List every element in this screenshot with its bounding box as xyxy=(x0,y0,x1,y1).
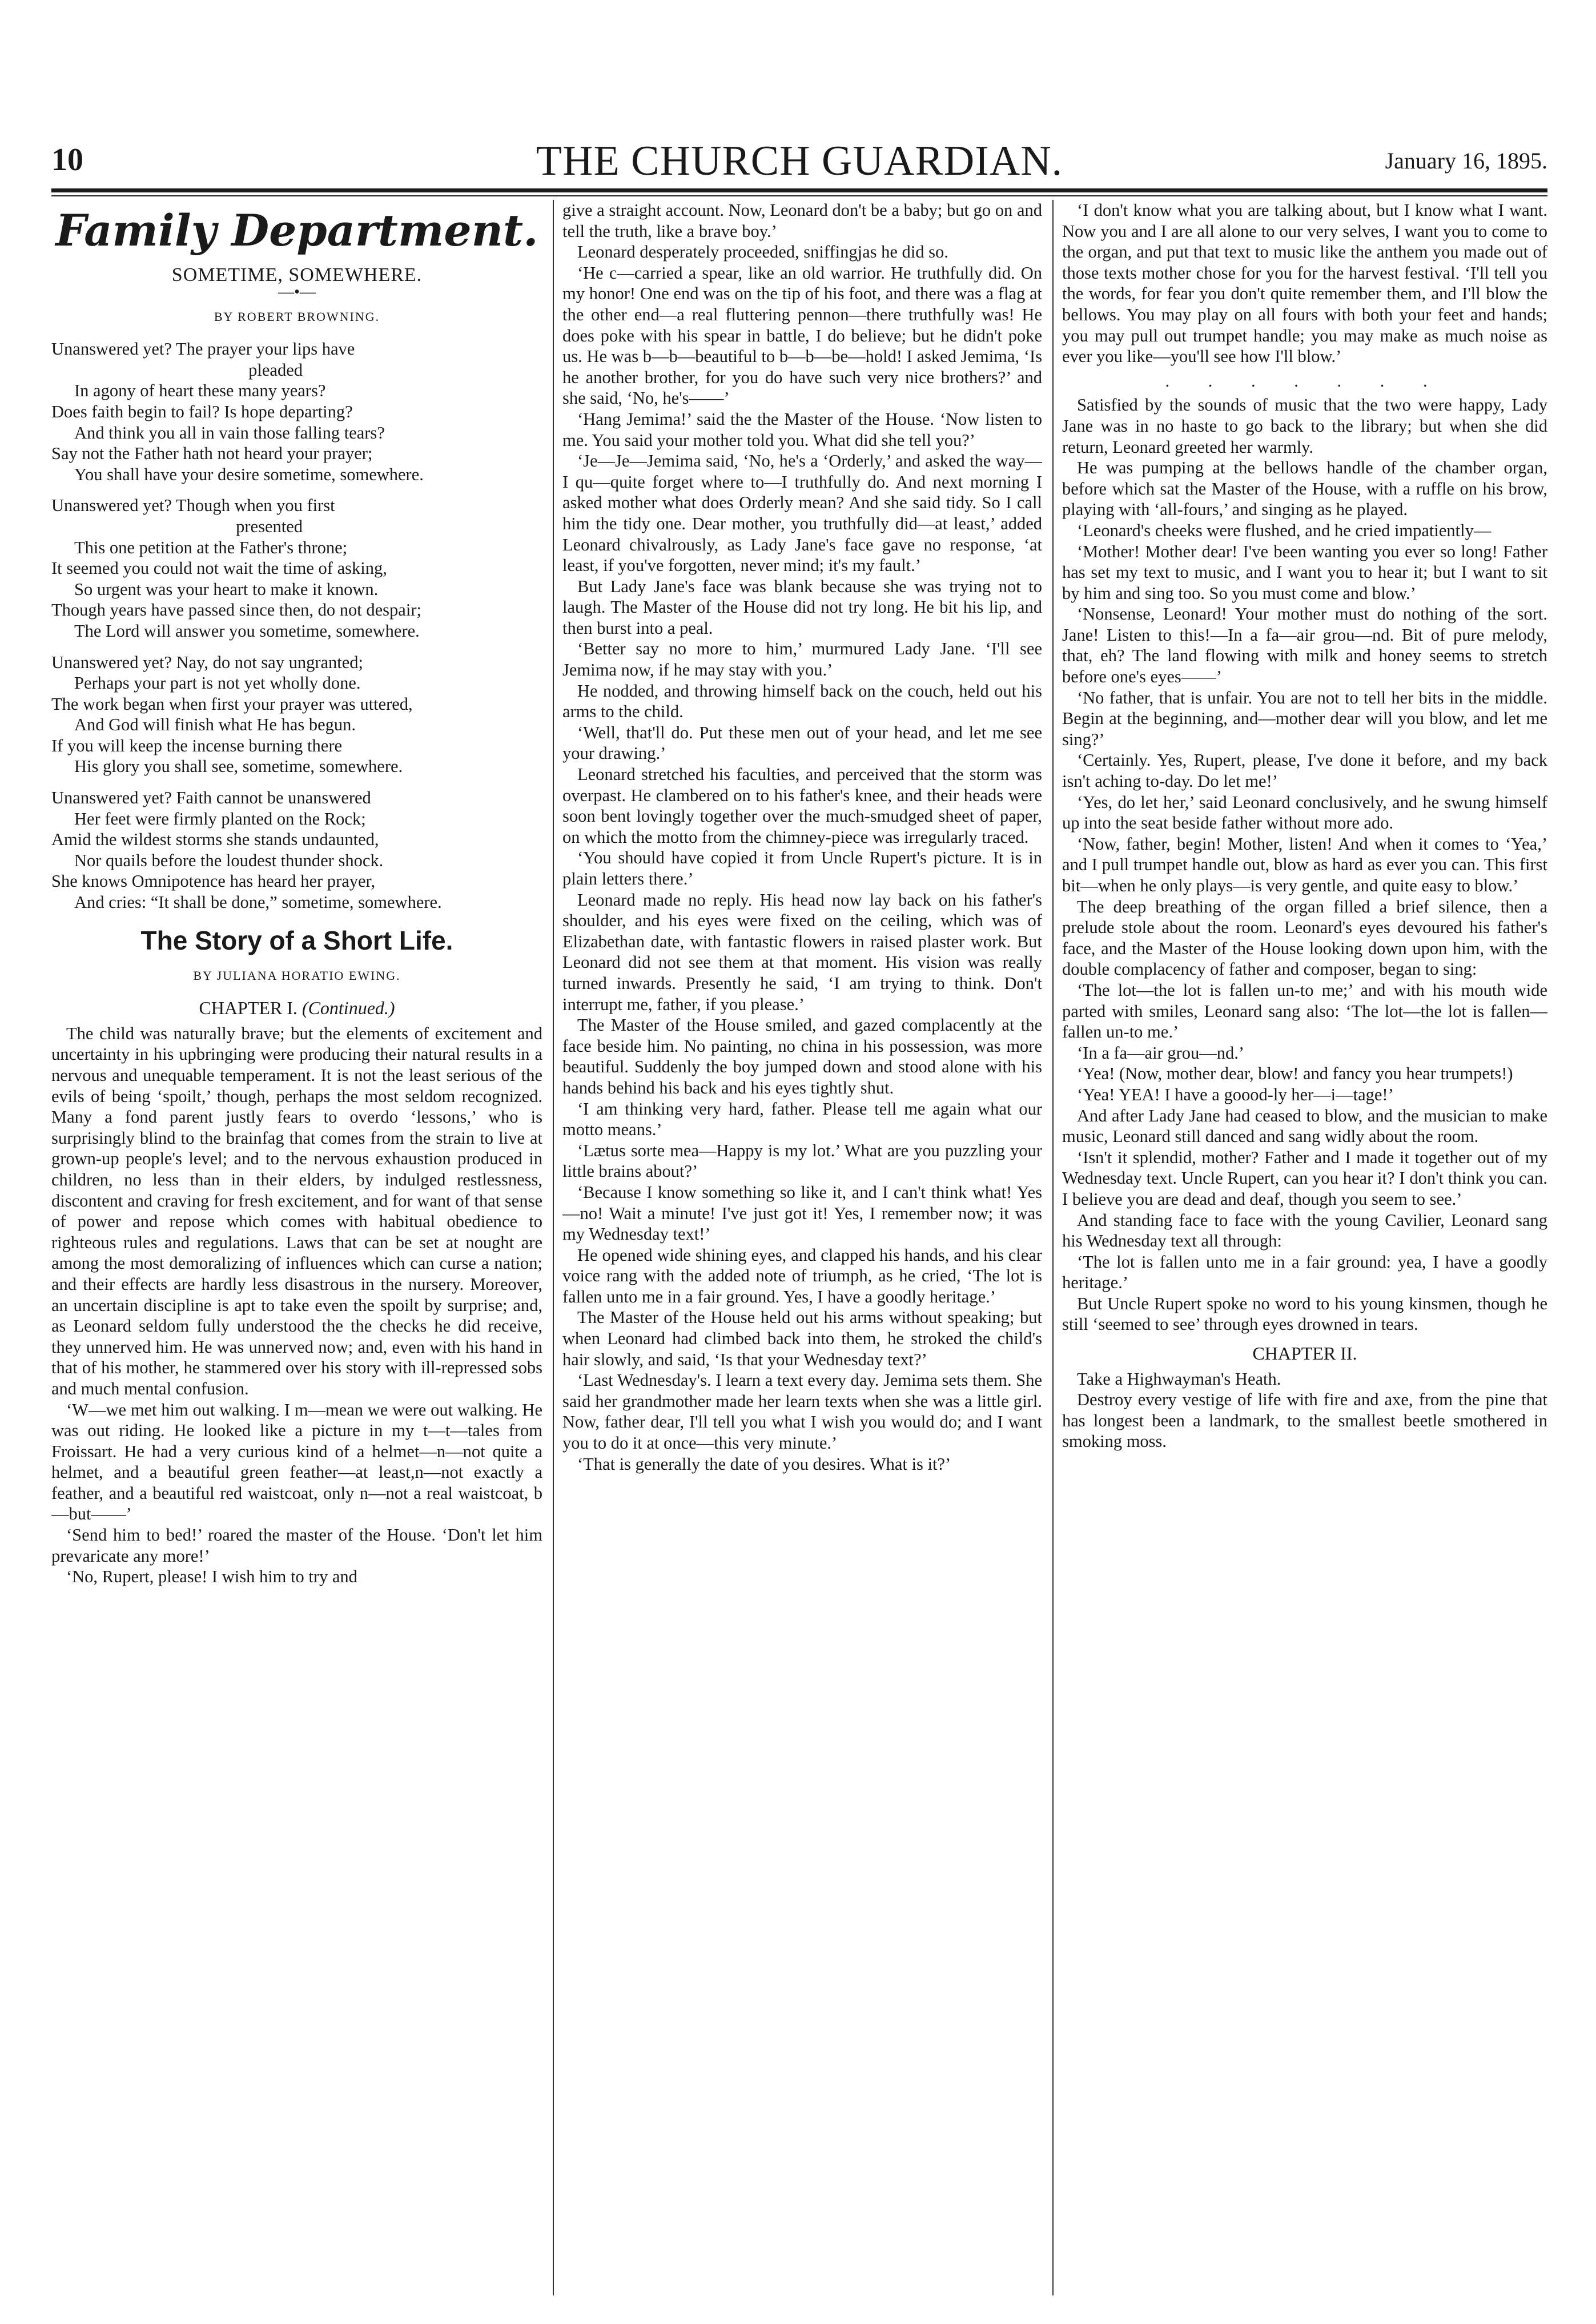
poem-line: Does faith begin to fail? Is hope departing? xyxy=(51,401,353,421)
paragraph: ‘Send him to bed!’ roared the master of the House. ‘Don't let him prevaricate any more!’ xyxy=(51,1525,542,1566)
chapter-note: (Continued.) xyxy=(301,998,395,1019)
paragraph: Satisfied by the sounds of music that the two were happy, Lady Jane was in no haste to go back to the library; but when she did return, Leonard greeted her warmly. xyxy=(1062,395,1547,457)
header-rule xyxy=(51,188,1547,192)
column-2 xyxy=(562,200,1042,2295)
paragraph: The child was naturally brave; but the elements of excitement and uncertainty in his upbringing were producing their natural results in a nervous and unequable temperament. It is not the least serious of the evils of being ‘spoilt,’ though, perhaps the most seldom recognized. Many a fond parent justly fears to overdo ‘lessons,’ who is surprisingly blind to the brainfag that comes from the strain to live at grown-up people's level; and to the nervous exhaustion produced in children, no less than in their elders, by indulged restlessness, discontent and craving for fresh excitement, and for want of that sense of power and repose which comes with habitual obedience to righteous rules and regulations. Laws that can be set at nought are among the most demoralizing of influences which can curse a nation; and their effects are hardly less disastrous in the nursery. Moreover, an uncertain discipline is apt to take even the spoilt by surprise; and, as Leonard seldom fully understood the the checks he did receive, they unnerved him. He was unnerved now; and, even with his hand in that of his mother, he stammered over his story with ill-repressed sobs and much mental confusion. xyxy=(51,1023,542,1398)
poem-line: It seemed you could not wait the time of asking, xyxy=(51,558,387,578)
paragraph: Leonard made no reply. His head now lay back on his father's shoulder, and his eyes were fixed on the ceiling, which was of Elizabethan date, with fantastic flowers in raised plaster work. But Leonard did not see them at that moment. His vision was really turned inwards. Presently he said, ‘I am trying to think. Don't interrupt me, father, if you please.’ xyxy=(562,890,1042,1014)
poem-line: Unanswered yet? Nay, do not say ungranted; xyxy=(51,652,364,672)
poem-line: And think you all in vain those falling tears? xyxy=(74,423,385,443)
chapter-heading: CHAPTER II. xyxy=(1252,1343,1357,1364)
paragraph: ‘That is generally the date of you desires. What is it?’ xyxy=(577,1454,951,1474)
poem-line: Though years have passed since then, do not despair; xyxy=(51,600,421,620)
poem-line: So urgent was your heart to make it known. xyxy=(74,579,379,599)
paragraph: ‘You should have copied it from Uncle Rupert's picture. It is in plain letters there.’ xyxy=(562,848,1042,888)
paragraph: The deep breathing of the organ filled a brief silence, then a prelude stole about the room. Leonard's eyes devoured his father's face, and the Master of the House looking down upon him, with the double complacency of father and composer, began to sing: xyxy=(1062,896,1547,979)
poem-body xyxy=(51,339,542,912)
poem-author: BY ROBERT BROWNING. xyxy=(214,309,380,324)
poem-line: If you will keep the incense burning there xyxy=(51,735,343,755)
section-break: . . . . . . . xyxy=(1165,371,1445,391)
story-body-continued xyxy=(562,200,1042,1474)
poem-line: Her feet were firmly planted on the Rock; xyxy=(74,809,366,829)
story-body-continued xyxy=(1062,395,1547,1335)
poem-title: SOMETIME, SOMEWHERE. xyxy=(171,264,423,286)
poem-line: In agony of heart these many years? xyxy=(74,381,326,401)
paragraph: give a straight account. Now, Leonard don't be a baby; but go on and tell the truth, like a brave boy.’ xyxy=(562,200,1042,241)
paragraph: ‘W—we met him out walking. I m—mean we were out walking. He was out riding. He looked like a picture in my t—t—tales from Froissart. He had a very curious kind of a helmet—n—not quite a helmet, and a beautiful green feather—at least,n—not exactly a feather, and a beautiful red waistcoat, only n—not a real waistcoat, b—but——’ xyxy=(51,1400,542,1524)
poem-line: His glory you shall see, sometime, somewhere. xyxy=(74,757,403,777)
story-body-continued xyxy=(1062,200,1547,367)
paragraph: ‘In a fa—air grou—nd.’ xyxy=(1077,1043,1245,1063)
paragraph: ‘The lot—the lot is fallen un-to me;’ and with his mouth wide parted with smiles, Leonard sang also: ‘The lot—the lot is fallen—fallen un-to me.’ xyxy=(1062,980,1547,1042)
story-body-continued xyxy=(1062,1369,1547,1452)
poem-line: The Lord will answer you sometime, somewhere. xyxy=(74,621,420,641)
paragraph: ‘Hang Jemima!’ said the the Master of the House. ‘Now listen to me. You said your mother told you. What did she tell you?’ xyxy=(562,409,1042,450)
divider: —•— xyxy=(278,283,316,301)
paragraph: ‘He c—carried a spear, like an old warrior. He truthfully did. On my honor! One end was on the tip of his foot, and there was a flag at the other end—a real fluttering pennon—there truthfully was! He does poke with his spear in battle, I do believe; but he didn't poke us. He was b—b—beautiful to b—b—be—hold! I asked Jemima, ‘Is he another brother, for you do have such very nice brothers?’ and she said, ‘No, he's——’ xyxy=(562,263,1042,408)
issue-date: January 16, 1895. xyxy=(1385,148,1547,174)
column-divider xyxy=(553,200,554,2295)
paragraph: ‘No father, that is unfair. You are not to tell her bits in the middle. Begin at the beginning, and—mother dear will you blow, and let me sing?’ xyxy=(1062,687,1547,749)
paragraph: ‘Je—Je—Jemima said, ‘No, he's a ‘Orderly,’ and asked the way—I qu—quite forget where to—I truthfully do. And next morning I asked mother what does Orderly mean? And she said tidy. So I call him the tidy one. Dear mother, you truthfully did—at least,’ added Leonard chivalrously, as Lady Jane's face gave no response, ‘at least, if you've forgotten, never mind; it's my fault.’ xyxy=(562,451,1042,576)
paragraph: But Lady Jane's face was blank because she was trying not to laugh. The Master of the House did not try long. He bit his lip, and then burst into a peal. xyxy=(562,576,1042,638)
paragraph: ‘Now, father, begin! Mother, listen! And when it comes to ‘Yea,’ and I pull trumpet handle out, blow as hard as ever you can. This first bit—when he only plays—is very gentle, and quite easy to blow.’ xyxy=(1062,834,1547,895)
column-3 xyxy=(1062,200,1547,2295)
paragraph: The Master of the House smiled, and gazed complacently at the face beside him. No painting, no china in his possession, was more beautiful. Suddenly the boy jumped down and stood alone with his hands behind his back and his eyes tightly shut. xyxy=(562,1015,1042,1097)
poem-line: Unanswered yet? Though when you first xyxy=(51,496,335,516)
paragraph: ‘Isn't it splendid, mother? Father and I made it together out of my Wednesday text. Uncle Rupert, can you hear it? I don't think you can. I believe you are dead and deaf, though you seem to see.’ xyxy=(1062,1147,1547,1209)
poem-line: She knows Omnipotence has heard her prayer, xyxy=(51,871,376,891)
poem-stanza xyxy=(51,652,542,778)
poem-line: This one petition at the Father's throne; xyxy=(74,537,348,557)
story-title: The Story of a Short Life. xyxy=(140,925,453,955)
story-body xyxy=(51,1023,542,1587)
department-heading: Family Department. xyxy=(55,205,538,256)
paragraph: ‘The lot is fallen unto me in a fair ground: yea, I have a goodly heritage.’ xyxy=(1062,1252,1547,1293)
poem-line: Unanswered yet? Faith cannot be unanswered xyxy=(51,788,371,808)
story-author: BY JULIANA HORATIO EWING. xyxy=(193,968,401,983)
poem-stanza xyxy=(51,339,542,485)
paragraph: Take a Highwayman's Heath. xyxy=(1077,1369,1281,1389)
page-header xyxy=(51,137,1547,183)
paragraph: ‘Yea! YEA! I have a goood-ly her—i—tage!’ xyxy=(1077,1084,1394,1104)
poem-line: Nor quails before the loudest thunder shock. xyxy=(74,850,384,870)
paragraph: He was pumping at the bellows handle of the chamber organ, before which sat the Master of the House, with a ruffle on his brow, playing with ‘all-fours,’ and singing as he played. xyxy=(1062,458,1547,520)
paragraph: ‘Mother! Mother dear! I've been wanting you ever so long! Father has set my text to music, and I want you to hear it; but I want to sit by him and sing too. So you must come and blow.’ xyxy=(1062,541,1547,603)
poem-line: The work began when first your prayer was uttered, xyxy=(51,694,413,714)
paragraph: He opened wide shining eyes, and clapped his hands, and his clear voice rang with the added note of triumph, as he cried, ‘The lot is fallen unto me in a fair ground. Yes, I have a goodly heritage.’ xyxy=(562,1245,1042,1306)
paragraph: The Master of the House held out his arms without speaking; but when Leonard had climbed back into them, he stroked the child's hair slowly, and said, ‘Is that your Wednesday text?’ xyxy=(562,1308,1042,1369)
paragraph: Leonard desperately proceeded, sniffingjas he did so. xyxy=(577,242,948,262)
paragraph: ‘Better say no more to him,’ murmured Lady Jane. ‘I'll see Jemima now, if he may stay with you.’ xyxy=(562,639,1042,680)
paragraph: ‘Yes, do let her,’ said Leonard conclusively, and he swung himself up into the seat beside father without more ado. xyxy=(1062,792,1547,833)
poem-line: Perhaps your part is not yet wholly done. xyxy=(74,673,361,693)
poem-line: pleaded xyxy=(248,360,303,380)
paragraph: He nodded, and throwing himself back on the couch, held out his arms to the child. xyxy=(562,681,1042,722)
poem-line: Unanswered yet? The prayer your lips have xyxy=(51,339,355,359)
paragraph: ‘I am thinking very hard, father. Please tell me again what our motto means.’ xyxy=(562,1099,1042,1140)
paragraph: ‘I don't know what you are talking about, but I know what I want. Now you and I are all alone to our very selves, I want you to come to the organ, and put that text to music like the anthem you made out of those texts mother chose for you for the harvest festival. ‘I'll tell you the words, for fear you don't quite remember them, and I'll blow the bellows. You may play on all fours with both your feet and hands; you may pull out trumpet handle; you may make as much noise as ever you like—you'll see how I'll blow.’ xyxy=(1062,200,1547,367)
header-rule-thin xyxy=(51,195,1547,196)
paragraph: ‘Last Wednesday's. I learn a text every day. Jemima sets them. She said her grandmother made her learn texts when she was a little girl. Now, father dear, I'll tell you what I wish you would do; and I want you to do it at once—this very minute.’ xyxy=(562,1370,1042,1453)
column-1 xyxy=(51,200,542,2295)
column-divider xyxy=(1052,200,1054,2295)
paragraph: ‘Nonsense, Leonard! Your mother must do nothing of the sort. Jane! Listen to this!—In a fa—air grou—nd. Bit of pure melody, that, eh? The land flowing with milk and honey seems to stretch before one's eyes——’ xyxy=(1062,604,1547,687)
poem-stanza xyxy=(51,495,542,641)
chapter-number: CHAPTER I. xyxy=(199,998,298,1019)
poem-line: Say not the Father hath not heard your prayer; xyxy=(51,444,373,464)
paragraph: ‘Lætus sorte mea—Happy is my lot.’ What are you puzzling your little brains about?’ xyxy=(562,1140,1042,1181)
paragraph: But Uncle Rupert spoke no word to his young kinsmen, though he still ‘seemed to see’ through eyes drowned in tears. xyxy=(1062,1293,1547,1334)
paragraph: ‘Leonard's cheeks were flushed, and he cried impatiently— xyxy=(1077,520,1492,540)
poem-stanza xyxy=(51,787,542,913)
paragraph: ‘Because I know something so like it, and I can't think what! Yes—no! Wait a minute! I've just got it! Yes, I remember now; it was my Wednesday text!’ xyxy=(562,1182,1042,1244)
paragraph: Leonard stretched his faculties, and perceived that the storm was overpast. He clambered on to his father's knee, and their heads were soon bent lovingly together over the much-smudged sheet of paper, on which the motto from the chimney-piece was irregularly traced. xyxy=(562,765,1042,847)
newspaper-title: THE CHURCH GUARDIAN. xyxy=(536,138,1063,184)
paragraph: ‘Yea! (Now, mother dear, blow! and fancy you hear trumpets!) xyxy=(1077,1064,1513,1084)
poem-line: Amid the wildest storms she stands undaunted, xyxy=(51,830,379,850)
poem-line: You shall have your desire sometime, somewhere. xyxy=(74,464,424,484)
poem-line: presented xyxy=(236,516,303,536)
chapter-heading xyxy=(51,998,542,1019)
paragraph: And after Lady Jane had ceased to blow, and the musician to make music, Leonard still danced and sang widly about the room. xyxy=(1062,1105,1547,1147)
page-number: 10 xyxy=(51,142,83,178)
poem-line: And cries: “It shall be done,” sometime, somewhere. xyxy=(74,892,442,912)
paragraph: Destroy every vestige of life with fire and axe, from the pine that has longest been a landmark, to the smallest beetle smothered in smoking moss. xyxy=(1062,1390,1547,1452)
paragraph: ‘Well, that'll do. Put these men out of your head, and let me see your drawing.’ xyxy=(562,722,1042,763)
poem-line: And God will finish what He has begun. xyxy=(74,715,356,735)
paragraph: And standing face to face with the young Cavilier, Leonard sang his Wednesday text all through: xyxy=(1062,1210,1547,1251)
paragraph: ‘No, Rupert, please! I wish him to try and xyxy=(66,1567,357,1587)
paragraph: ‘Certainly. Yes, Rupert, please, I've done it before, and my back isn't aching to-day. Do let me!’ xyxy=(1062,750,1547,791)
